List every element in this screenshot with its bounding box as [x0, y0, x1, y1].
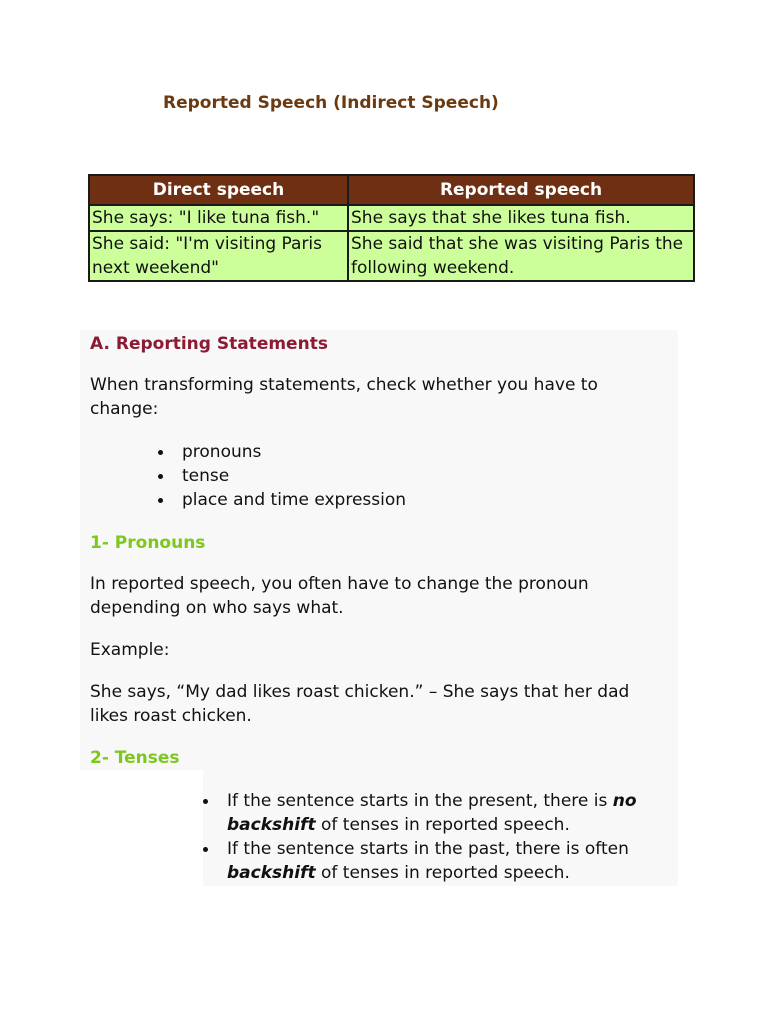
emphasis-backshift: backshift	[227, 815, 316, 835]
table-cell: She said: "I'm visiting Paris next weekend"	[89, 231, 348, 281]
page-title: Reported Speech (Indirect Speech)	[163, 93, 499, 113]
example-label: Example:	[90, 640, 170, 660]
table-header-row	[89, 175, 694, 205]
intro-paragraph: When transforming statements, check whether you have to change:	[90, 375, 598, 419]
bullet-text: of tenses in reported speech.	[315, 863, 570, 883]
section-heading-pronouns: 1- Pronouns	[90, 533, 206, 553]
list-item: tense	[158, 464, 406, 488]
table-row	[89, 231, 694, 281]
table-cell: She says: "I like tuna fish."	[89, 205, 348, 231]
emphasis-no: no	[612, 791, 637, 811]
bullet-text: If the sentence starts in the present, there is	[227, 791, 613, 811]
example-sentence: She says, “My dad likes roast chicken.” – She says that her dad likes roast chicken.	[90, 682, 630, 726]
list-item	[203, 789, 673, 837]
tenses-list	[203, 789, 673, 885]
list-item: place and time expression	[158, 488, 406, 512]
table-cell: She said that she was visiting Paris the following weekend.	[348, 231, 694, 281]
column-header-reported: Reported speech	[348, 175, 694, 205]
section-heading-reporting-statements: A. Reporting Statements	[90, 334, 328, 354]
change-list	[158, 440, 406, 512]
pronouns-paragraph: In reported speech, you often have to change the pronoun depending on who says what.	[90, 574, 589, 618]
table-row	[89, 205, 694, 231]
bullet-text: of tenses in reported speech.	[315, 815, 570, 835]
list-item	[203, 837, 673, 885]
bullet-text: If the sentence starts in the past, there is often	[227, 839, 629, 859]
column-header-direct: Direct speech	[89, 175, 348, 205]
speech-comparison-table	[88, 174, 695, 282]
emphasis-backshift: backshift	[227, 863, 316, 883]
section-heading-tenses: 2- Tenses	[90, 748, 180, 768]
list-item: pronouns	[158, 440, 406, 464]
table-cell: She says that she likes tuna fish.	[348, 205, 694, 231]
